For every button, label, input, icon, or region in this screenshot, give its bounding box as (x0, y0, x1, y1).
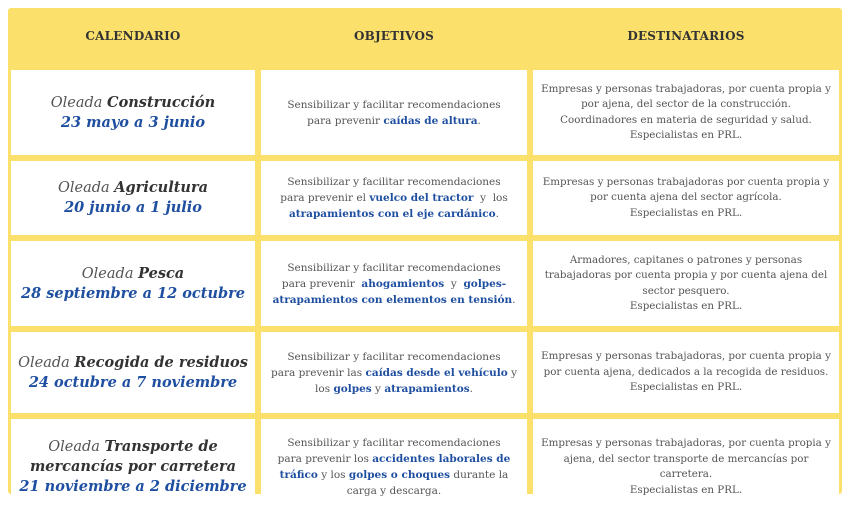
objective-fragment: para prevenir las (270, 366, 366, 379)
objective-highlight: accidentes laborales de (372, 453, 511, 465)
recipients-line: sector pesquero. (642, 284, 730, 297)
header-calendario: CALENDARIO (85, 29, 181, 43)
recipients-line: Empresas y personas trabajadoras, por cuenta propia y (541, 350, 831, 363)
header-objetivos: OBJETIVOS (354, 29, 434, 43)
recipients-line: Especialistas en PRL. (629, 206, 743, 219)
wave-title (48, 437, 218, 457)
recipients-line: trabajadoras por cuenta propia y por cuenta ajena del (544, 269, 828, 281)
objective-fragment: . (469, 382, 473, 395)
objective-cell (261, 419, 527, 515)
objective-text (280, 174, 508, 222)
objective-fragment: y (444, 277, 464, 290)
objective-highlight: caídas desde el vehículo (365, 366, 508, 379)
objective-fragment: durante la (450, 469, 509, 481)
wave-label: Oleada (50, 94, 103, 111)
sector-name: Agricultura (114, 179, 208, 196)
objective-fragment: para prevenir (281, 277, 362, 290)
recipients-line: ajena, del sector transporte de mercancías por (563, 452, 809, 465)
objective-fragment: Sensibilizar y facilitar recomendaciones (287, 98, 501, 111)
objective-fragment: . (477, 114, 481, 127)
sector-name: Recogida de residuos (74, 353, 248, 371)
recipients-line: Especialistas en PRL. (629, 381, 743, 394)
objective-fragment: Sensibilizar y facilitar recomendaciones (287, 350, 501, 363)
wave-dates: 20 junio a 1 julio (64, 199, 202, 216)
wave-title (18, 353, 248, 373)
objective-fragment: . (495, 208, 500, 220)
recipients-cell (533, 241, 839, 326)
recipients-line: por ajena, del sector de la construcción. (581, 98, 791, 110)
objective-cell (261, 241, 527, 326)
recipients-line: Empresas y personas trabajadoras, por cuenta propia y (541, 437, 831, 449)
wave-dates: 23 mayo a 3 junio (60, 113, 206, 131)
calendar-cell (11, 419, 255, 515)
recipients-line: Especialistas en PRL. (629, 129, 743, 141)
sector-name-line (30, 457, 236, 477)
calendar-cell (11, 161, 255, 235)
recipients-cell (533, 332, 839, 413)
objective-cell (261, 161, 527, 235)
objective-highlight: atrapamientos con el eje cardánico (288, 208, 496, 220)
objective-fragment: y (507, 366, 518, 379)
wave-dates: 24 octubre a 7 noviembre (28, 373, 238, 391)
objective-text (273, 260, 516, 308)
recipients-cell (533, 70, 839, 155)
objective-fragment: Sensibilizar y facilitar recomendaciones (287, 176, 501, 188)
objective-fragment: para prevenir los (277, 453, 373, 465)
objective-text (287, 97, 500, 129)
sector-name: Pesca (138, 264, 185, 282)
recipients-cell (533, 419, 839, 515)
recipients-line: carretera. (659, 468, 713, 480)
wave-dates: 21 noviembre a 2 diciembre (19, 478, 247, 495)
wave-label: Oleada (81, 265, 134, 282)
objective-highlight: golpes (333, 382, 372, 395)
objective-highlight: ahogamientos (361, 277, 445, 290)
recipients-line: por cuenta ajena, dedicados a la recogida de residuos. (543, 365, 829, 378)
objective-highlight: tráfico (279, 469, 318, 481)
objective-highlight: golpes- (463, 277, 507, 290)
recipients-line: Empresas y personas trabajadoras, por cuenta propia y (541, 82, 831, 95)
objective-fragment: para prevenir el (280, 192, 370, 204)
objective-fragment: carga y descarga. (346, 485, 442, 497)
objective-highlight: vuelco del tractor (369, 192, 474, 204)
sector-name: Transporte de (104, 438, 218, 455)
wave-title (51, 93, 215, 113)
objective-fragment: . (512, 293, 516, 306)
campaign-calendar-table (8, 8, 842, 497)
calendar-cell (11, 332, 255, 413)
wave-label: Oleada (18, 354, 70, 371)
recipients-line: Empresas y personas trabajadoras por cuenta propia y (542, 175, 830, 188)
recipients-line: por cuenta ajena del sector agrícola. (590, 191, 782, 204)
objective-cell (261, 70, 527, 155)
calendar-cell (11, 241, 255, 326)
objective-fragment: y los (473, 192, 508, 204)
objective-highlight: atrapamientos con elementos en tensión (272, 293, 513, 306)
recipients-line: Especialistas en PRL. (629, 300, 743, 312)
objective-fragment: para prevenir (307, 114, 384, 127)
objective-highlight: caídas de altura (383, 114, 478, 127)
objective-text (271, 349, 517, 397)
objective-fragment: y los (317, 469, 349, 481)
sector-name: mercancías por carretera (29, 458, 237, 475)
wave-dates: 28 septiembre a 12 octubre (21, 284, 245, 302)
wave-label: Oleada (58, 180, 110, 196)
recipients-line: Coordinadores en materia de seguridad y salud. (560, 113, 812, 126)
header-destinatarios: DESTINATARIOS (627, 29, 745, 43)
objective-fragment: Sensibilizar y facilitar recomendaciones (287, 437, 501, 449)
objective-fragment: Sensibilizar y facilitar recomendaciones (287, 261, 501, 274)
objective-text (278, 435, 511, 499)
wave-title (58, 178, 208, 198)
sector-name: Construcción (107, 93, 216, 111)
recipients-line: Especialistas en PRL. (629, 483, 743, 496)
objective-fragment: los (315, 382, 334, 395)
wave-title (82, 264, 184, 284)
objective-highlight: atrapamientos (384, 382, 470, 395)
objective-highlight: golpes o choques (348, 469, 451, 481)
recipients-cell (533, 161, 839, 235)
wave-label: Oleada (48, 439, 100, 455)
recipients-line: Armadores, capitanes o patrones y personas (569, 253, 803, 266)
objective-fragment: y (371, 382, 385, 395)
calendar-cell (11, 70, 255, 155)
objective-cell (261, 332, 527, 413)
